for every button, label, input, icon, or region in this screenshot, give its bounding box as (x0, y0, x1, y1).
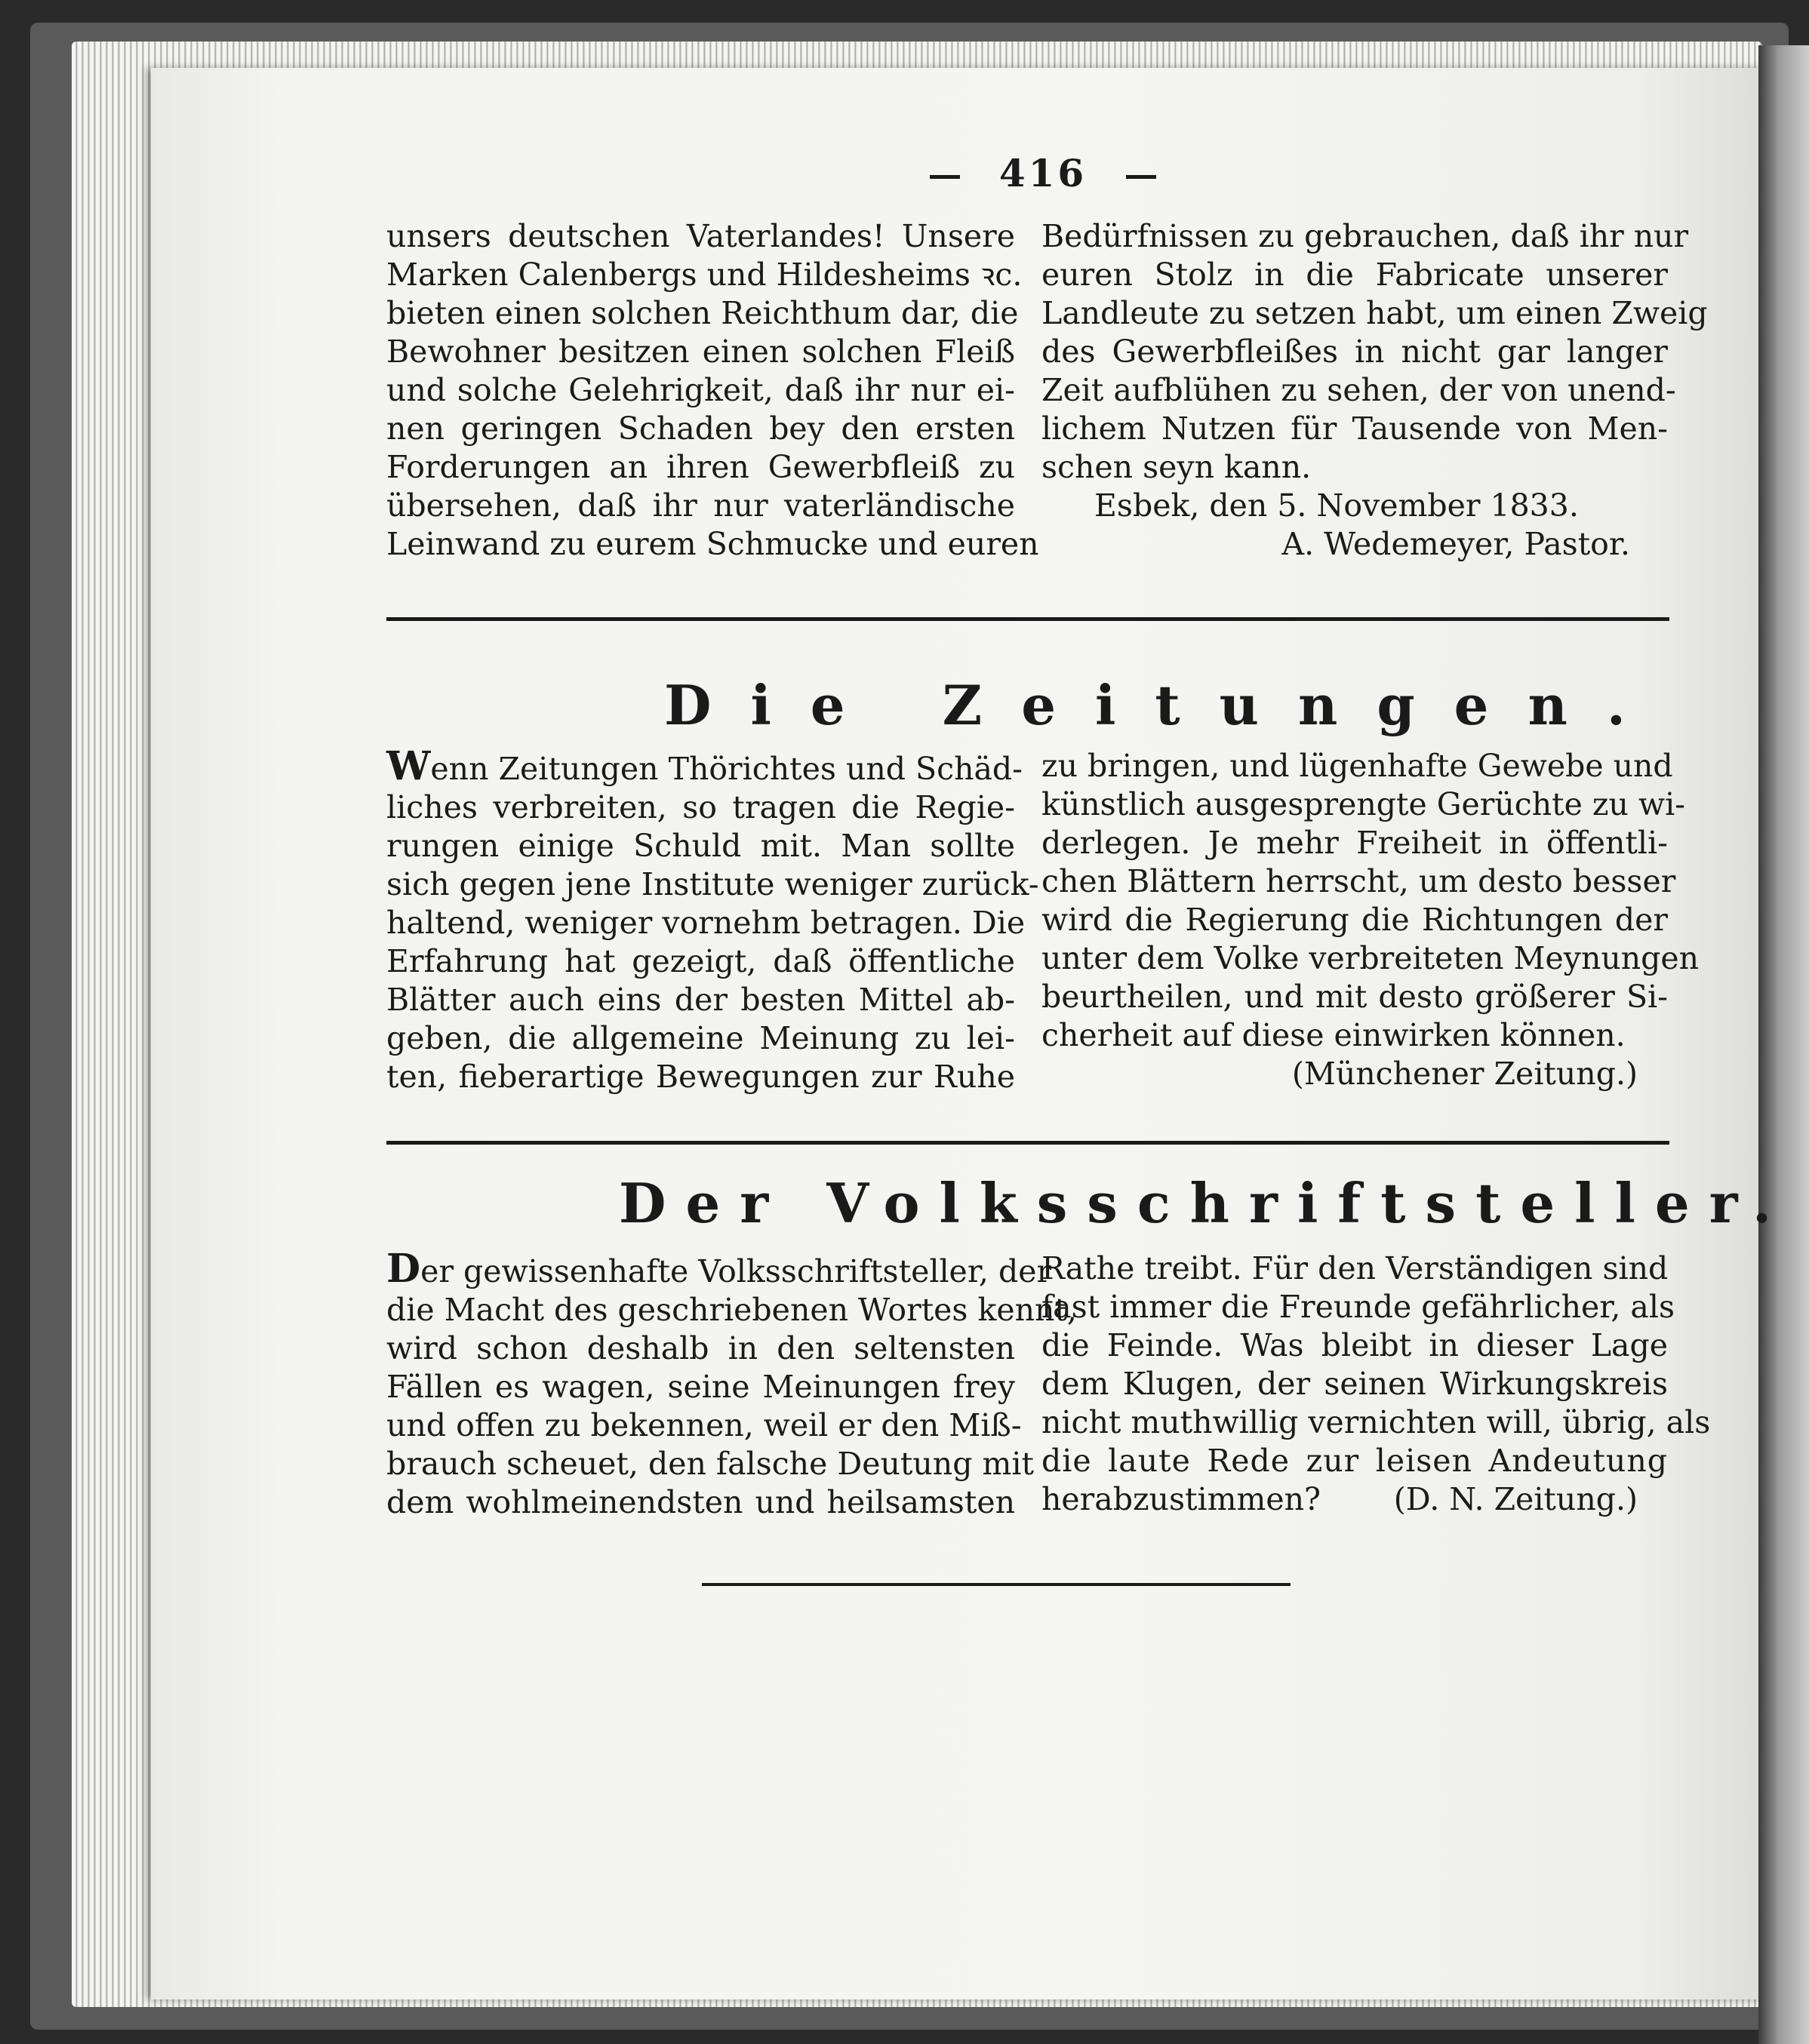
section2-right-column (1041, 747, 1700, 1093)
text-line: Rathe treibt. Für den Verständigen sind (1041, 1250, 1669, 1286)
text-line: derlegen. Je mehr Freiheit in öffentli- (1041, 825, 1668, 861)
text-line: lichem Nutzen für Tausende von Men- (1041, 410, 1668, 447)
text-line: nen geringen Schaden bey den ersten (386, 410, 1015, 447)
source-citation: (D. N. Zeitung.) (1393, 1481, 1638, 1517)
section2-title: Die Zeitungen. (664, 673, 1665, 737)
section2-left-column (386, 743, 1039, 1096)
text-line: Bewohner besitzen einen solchen Fleiß (386, 333, 1015, 370)
text-line-with-citation (1041, 1480, 1668, 1519)
signature: A. Wedemeyer, Pastor. (1281, 526, 1630, 562)
text-line: unter dem Volke verbreiteten Meynungen (1041, 940, 1700, 976)
text-line: chen Blättern herrscht, um desto besser (1041, 863, 1676, 899)
text-line: ten, fieberartige Bewegungen zur Ruhe (386, 1059, 1015, 1095)
text-line: dem Klugen, der seinen Wirkungskreis (1041, 1366, 1668, 1402)
text-line: bieten einen solchen Reichthum dar, die (386, 295, 1019, 331)
section3-left-column (386, 1246, 1077, 1522)
section3-right-column (1041, 1249, 1711, 1519)
text-line: Zeit aufblühen zu sehen, der von unend- (1041, 372, 1676, 408)
text-line: und solche Gelehrigkeit, daß ihr nur ei- (386, 372, 1015, 408)
text-line: zu bringen, und lügenhafte Gewebe und (1041, 748, 1673, 784)
text-line: haltend, weniger vornehm betragen. Die (386, 905, 1026, 941)
closing-divider (702, 1583, 1291, 1586)
text-line: die laute Rede zur leisen Andeutung (1041, 1443, 1668, 1479)
text-line: Leinwand zu eurem Schmucke und euren (386, 526, 1039, 562)
text-line: rungen einige Schuld mit. Man sollte (386, 828, 1015, 864)
text-line: brauch scheuet, den falsche Deutung mit (386, 1446, 1034, 1482)
place-date: Esbek, den 5. November 1833. (1094, 487, 1579, 524)
text-line: Der gewissenhafte Volksschriftsteller, der (386, 1246, 1052, 1292)
gutter-shadow (1758, 45, 1809, 2044)
text-line: fast immer die Freunde gefährlicher, als (1041, 1289, 1675, 1325)
text-line: wird schon deshalb in den seltensten (386, 1330, 1015, 1366)
text-line: unsers deutschen Vaterlandes! Unsere (386, 218, 1015, 254)
text-line: des Gewerbfleißes in nicht gar langer (1041, 333, 1668, 370)
text-line: Bedürfnissen zu gebrauchen, daß ihr nur (1041, 218, 1689, 254)
section-divider (386, 1141, 1669, 1145)
text-line: übersehen, daß ihr nur vaterländische (386, 487, 1015, 524)
text-line: sich gegen jene Institute weniger zurück- (386, 866, 1039, 902)
text-line: dem wohlmeinendsten und heilsamsten (386, 1484, 1015, 1520)
text-line: liches verbreiten, so tragen die Regie- (386, 789, 1015, 825)
text-line: geben, die allgemeine Meinung zu lei- (386, 1020, 1015, 1056)
text-line: die Feinde. Was bleibt in dieser Lage (1041, 1327, 1668, 1363)
text-line: und offen zu bekennen, weil er den Miß- (386, 1407, 1022, 1443)
text-line: Forderungen an ihren Gewerbfleiß zu (386, 449, 1015, 485)
text-line: herabzustimmen? (1041, 1481, 1321, 1517)
text-line: Fällen es wagen, seine Meinungen frey (386, 1369, 1015, 1405)
text-line: euren Stolz in die Fabricate unserer (1041, 257, 1668, 293)
text-line: Erfahrung hat gezeigt, daß öffentliche (386, 943, 1015, 979)
section3-title: Der Volksschriftsteller. (619, 1171, 1792, 1235)
section1-left-column (386, 217, 1039, 564)
text-line: die Macht des geschriebenen Wortes kennt, (386, 1292, 1077, 1328)
text-line: Marken Calenbergs und Hildesheims ꝛc. (386, 257, 1023, 293)
text-line: wird die Regierung die Richtungen der (1041, 902, 1668, 938)
text-line: beurtheilen, und mit desto größerer Si- (1041, 979, 1668, 1015)
text-line: künstlich ausgesprengte Gerüchte zu wi- (1041, 786, 1686, 822)
text-line: nicht muthwillig vernichten will, übrig, als (1041, 1404, 1711, 1440)
section1-right-column (1041, 217, 1708, 564)
text-line: schen seyn kann. (1041, 449, 1312, 485)
section-divider (386, 617, 1669, 621)
text-line: cherheit auf diese einwirken können. (1041, 1017, 1626, 1053)
source-citation: (Münchener Zeitung.) (1291, 1056, 1638, 1092)
text-line: Blätter auch eins der besten Mittel ab- (386, 982, 1015, 1018)
text-line: Wenn Zeitungen Thörichtes und Schäd- (386, 743, 1023, 789)
text-line: Landleute zu setzen habt, um einen Zweig (1041, 295, 1708, 331)
